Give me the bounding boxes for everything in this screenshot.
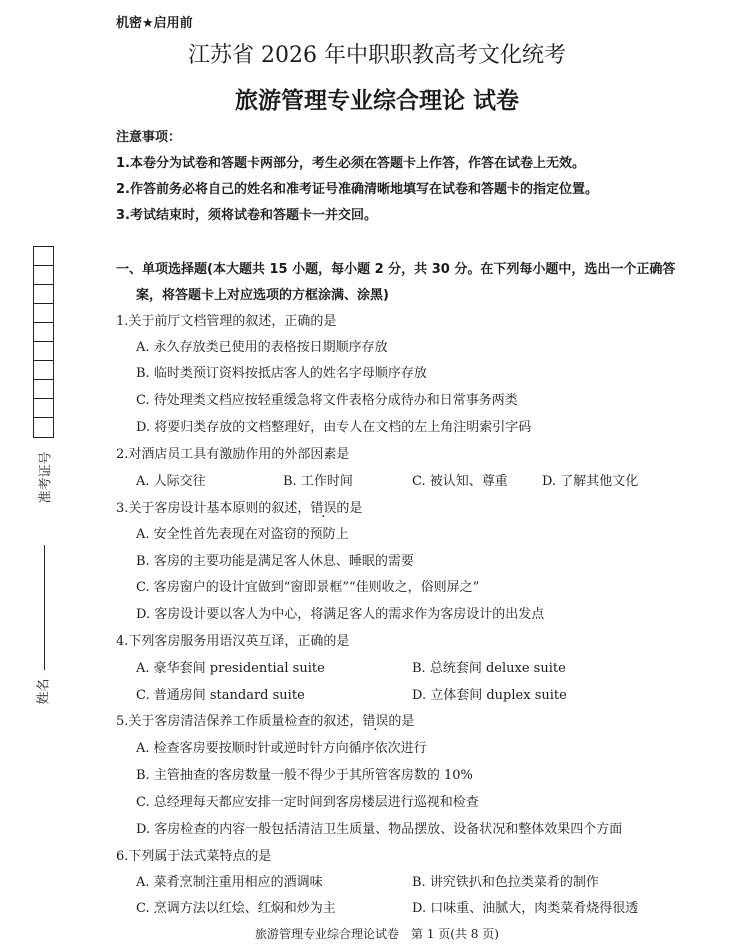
exam-id-label: 准考证号: [38, 451, 54, 504]
notice-heading: 注意事项：: [116, 130, 182, 145]
q1-option-a: A. 永久存放类已使用的表格按日期顺序存放: [136, 340, 388, 355]
name-label: 姓名: [36, 678, 52, 705]
id-box[interactable]: [34, 285, 53, 304]
q5-stem-pre: 5.关于客房清洁保养工作质量检查的叙述，: [116, 714, 363, 729]
id-box[interactable]: [34, 266, 53, 285]
notice-item-1: 1.本卷分为试卷和答题卡两部分，考生必须在答题卡上作答，作答在试卷上无效。: [116, 156, 585, 171]
question-4-stem: 4.下列客房服务用语汉英互译，正确的是: [116, 634, 350, 649]
exam-id-boxes[interactable]: [33, 246, 54, 438]
q1-option-d: D. 将要归类存放的文档整理好，由专人在文档的左上角注明索引字码: [136, 420, 532, 435]
id-box[interactable]: [34, 323, 53, 342]
q3-option-d: D. 客房设计要以客人为中心，将满足客人的需求作为客房设计的出发点: [136, 607, 545, 622]
q6-option-a: A. 菜肴烹制注重用相应的酒调味: [136, 875, 323, 890]
q3-option-a: A. 安全性首先表现在对盗窃的预防上: [136, 527, 349, 542]
name-fill-line[interactable]: [44, 545, 45, 670]
q3-option-c: C. 客房窗户的设计宜做到“窗即景框”“佳则收之，俗则屏之”: [136, 580, 480, 595]
id-box[interactable]: [34, 304, 53, 323]
q5-option-d: D. 客房检查的内容一般包括清洁卫生质量、物品摆放、设备状况和整体效果四个方面: [136, 822, 623, 837]
id-box[interactable]: [34, 399, 53, 418]
q2-option-d: D. 了解其他文化: [542, 474, 639, 489]
id-box[interactable]: [34, 247, 53, 266]
q5-option-c: C. 总经理每天都应安排一定时间到客房楼层进行巡视和检查: [136, 795, 479, 810]
q4-option-d: D. 立体套间 duplex suite: [412, 688, 567, 703]
section-heading-cont: 案，将答题卡上对应选项的方框涂满、涂黑): [136, 288, 389, 303]
notice-item-2: 2.作答前务必将自己的姓名和准考证号准确清晰地填写在试卷和答题卡的指定位置。: [116, 182, 598, 197]
question-1-stem: 1.关于前厅文档管理的叙述，正确的是: [116, 314, 337, 329]
question-2-stem: 2.对酒店员工具有激励作用的外部因素是: [116, 447, 350, 462]
section-heading: 一、单项选择题(本大题共 15 小题，每小题 2 分，共 30 分。在下列每小题中，选出一个正确答: [116, 262, 676, 277]
notice-item-3: 3.考试结束时，须将试卷和答题卡一并交回。: [116, 208, 377, 223]
id-box[interactable]: [34, 380, 53, 399]
q6-option-c: C. 烹调方法以红烩、红焖和炒为主: [136, 901, 336, 916]
q5-stem-post: 的是: [388, 714, 415, 729]
id-box[interactable]: [34, 361, 53, 380]
q3-stem-pre: 3.关于客房设计基本原则的叙述，: [116, 501, 311, 516]
q2-option-b: B. 工作时间: [283, 474, 353, 489]
id-box[interactable]: [34, 418, 53, 437]
q3-stem-post: 的是: [336, 501, 363, 516]
question-3-stem: [116, 497, 362, 516]
q5-option-a: A. 检查客房要按顺时针或逆时针方向循序依次进行: [136, 741, 427, 756]
q2-option-a: A. 人际交往: [136, 474, 206, 489]
q2-option-c: C. 被认知、尊重: [412, 474, 508, 489]
q3-stem-emphasis: 错误: [310, 501, 337, 516]
q6-option-d: D. 口味重、油腻大，肉类菜肴烧得很透: [412, 901, 639, 916]
q4-option-a: A. 豪华套间 presidential suite: [136, 661, 325, 676]
page-footer: 旅游管理专业综合理论试卷 第 1 页(共 8 页): [255, 927, 499, 941]
paper-subtitle: 旅游管理专业综合理论 试卷: [234, 88, 519, 114]
q6-option-b: B. 讲究铁扒和色拉类菜肴的制作: [412, 875, 599, 890]
id-box[interactable]: [34, 342, 53, 361]
q5-stem-emphasis: 错误: [362, 714, 389, 729]
q3-option-b: B. 客房的主要功能是满足客人休息、睡眠的需要: [136, 554, 414, 569]
q1-option-c: C. 待处理类文档应按轻重缓急将文件表格分成待办和日常事务两类: [136, 393, 518, 408]
exam-title: 江苏省 2026 年中职职教高考文化统考: [188, 43, 566, 68]
question-5-stem: [116, 710, 414, 729]
question-6-stem: 6.下列属于法式菜特点的是: [116, 849, 272, 864]
q5-option-b: B. 主管抽查的客房数量一般不得少于其所管客房数的 10%: [136, 768, 473, 783]
q1-option-b: B. 临时类预订资料按抵店客人的姓名字母顺序存放: [136, 366, 427, 381]
q4-option-b: B. 总统套间 deluxe suite: [412, 661, 566, 676]
confidential-mark: 机密★启用前: [116, 16, 193, 31]
q4-option-c: C. 普通房间 standard suite: [136, 688, 305, 703]
